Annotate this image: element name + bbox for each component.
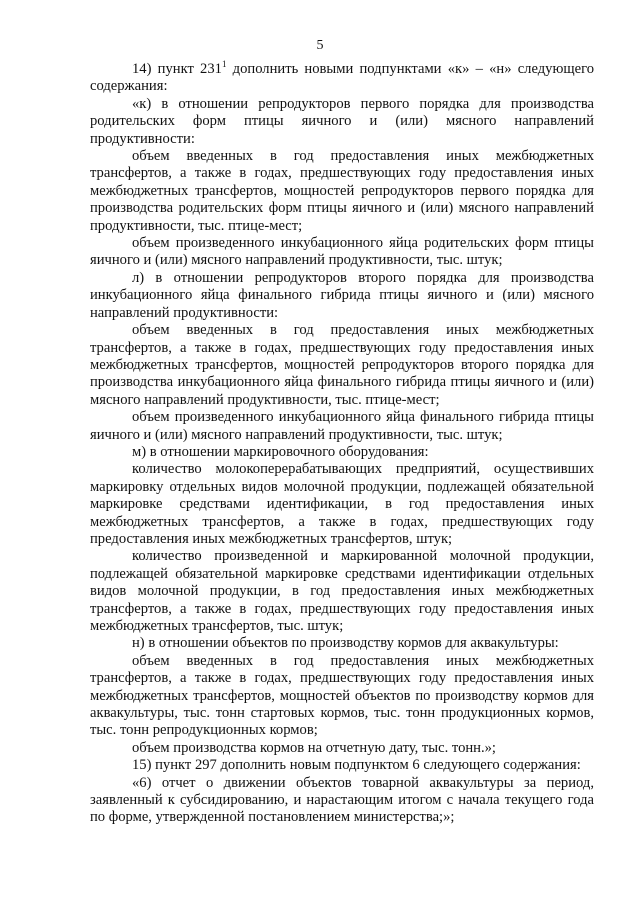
paragraph-m-products: количество произведенной и маркированной молочной продукции, подлежащей обязательной маркировке средствами идентификации отдельных видов молочной продукции, в год предоставления иных межбюджетных трансфертов, а также в годах, предшествующих году предоставления иных межбюджетных трансфертов, тыс. штук;: [90, 548, 594, 634]
paragraph-k-capacity: объем введенных в год предоставления иных межбюджетных трансфертов, а также в годах, предшествующих году предоставления иных межбюджетных трансфертов, мощностей репродукторов первого порядка для производства родительских форм птицы яичного и (или) мясного направлений продуктивности, тыс. птице-мест;: [90, 148, 594, 234]
paragraph-n-heading: н) в отношении объектов по производству кормов для аквакультуры:: [132, 635, 559, 652]
paragraph-item-15-text: «6) отчет о движении объектов товарной аквакультуры за период, заявленный к субсидированию, и нарастающим итогом с начала текущего года по форме, утвержденной постановлением министерства;»;: [90, 774, 594, 826]
paragraph-l-capacity: объем введенных в год предоставления иных межбюджетных трансфертов, а также в годах, предшествующих году предоставления иных межбюджетных трансфертов, мощностей репродукторов второго порядка для производства инкубационного яйца финального гибрида птицы яичного и (или) мясного направлений продуктивности, тыс. птице-мест;: [90, 322, 594, 408]
item-14-prefix: 14) пункт 231: [132, 61, 222, 77]
item-14-suffix: дополнить новыми подпунктами «к» – «н» следующего содержания:: [90, 61, 594, 95]
paragraph-k-eggs: объем произведенного инкубационного яйца родительских форм птицы яичного и (или) мясного направлений продуктивности, тыс. штук;: [90, 235, 594, 269]
paragraph-item-14: [90, 61, 594, 96]
document-body: [90, 61, 594, 827]
paragraph-m-heading: м) в отношении маркировочного оборудования:: [132, 443, 429, 460]
paragraph-l-eggs: объем произведенного инкубационного яйца финального гибрида птицы яичного и (или) мясного направлений продуктивности, тыс. штук;: [90, 409, 594, 443]
item-14-superscript: 1: [221, 59, 227, 69]
paragraph-n-capacity: объем введенных в год предоставления иных межбюджетных трансфертов, а также в годах, предшествующих году предоставления иных межбюджетных трансфертов, мощностей объектов по производству кормов для аквакультуры, тыс. тонн стартовых кормов, тыс. тонн продукционных кормов, тыс. тонн репродукционных кормов;: [90, 652, 594, 739]
paragraph-k-heading: «к) в отношении репродукторов первого порядка для производства родительских форм птицы яичного и (или) мясного направлений продуктивности:: [90, 95, 594, 147]
paragraph-l-heading: л) в отношении репродукторов второго порядка для производства инкубационного яйца финального гибрида птицы яичного и (или) мясного направлений продуктивности:: [90, 269, 594, 321]
paragraph-item-15: 15) пункт 297 дополнить новым подпунктом 6 следующего содержания:: [132, 757, 581, 774]
paragraph-n-production: объем производства кормов на отчетную дату, тыс. тонн.»;: [132, 739, 496, 756]
paragraph-m-enterprises: количество молокоперерабатывающих предприятий, осуществивших маркировку отдельных видов молочной продукции, подлежащей обязательной маркировке средствами идентификации, в год предоставления иных межбюджетных трансфертов, а также в годах, предшествующих году предоставления иных межбюджетных трансфертов, штук;: [90, 461, 594, 547]
page-number: 5: [316, 38, 324, 53]
